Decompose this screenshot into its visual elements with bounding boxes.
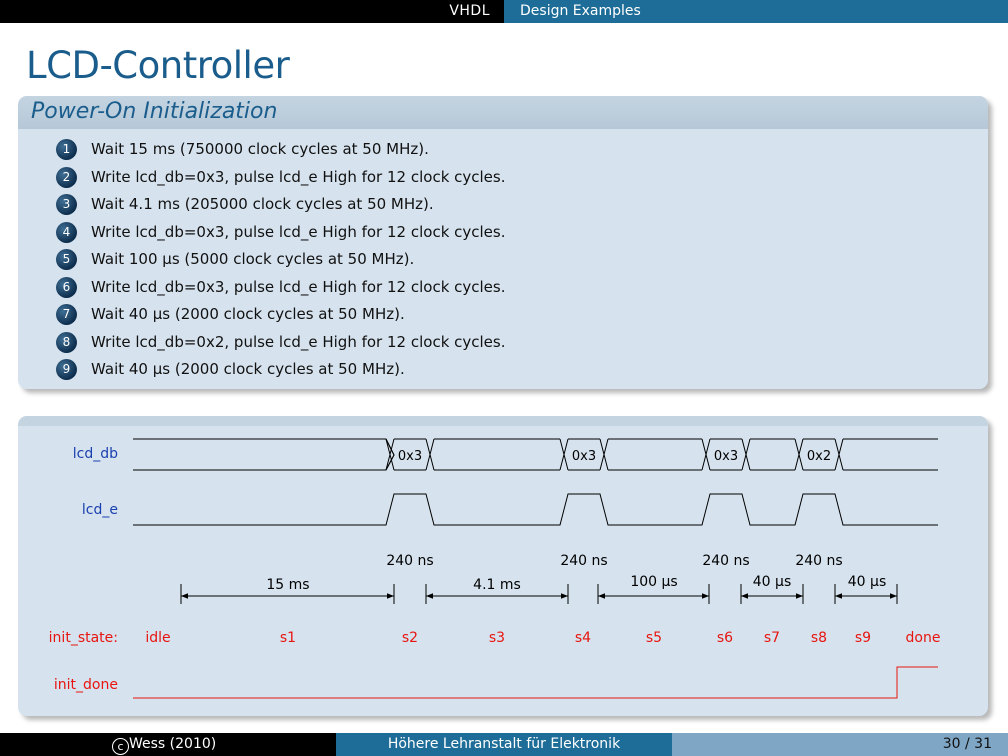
bus-cross-5 <box>702 439 710 470</box>
bus-segment-2 <box>434 439 560 470</box>
footer-page <box>672 733 1008 756</box>
state-label: s7 <box>763 630 781 646</box>
pulse-label-1: 240 ns <box>386 553 434 569</box>
footer-author-name: Wess (2010) <box>129 736 217 752</box>
db-value-2: 0x3 <box>571 449 597 464</box>
step-number-9: 9 <box>56 359 77 380</box>
wait-label-5: 40 μs <box>847 574 887 590</box>
state-label: s1 <box>279 630 297 646</box>
step-text: Wait 40 μs (2000 clock cycles at 50 MHz). <box>91 360 405 378</box>
bus-cross-1 <box>386 439 394 470</box>
pulse-label-3: 240 ns <box>702 553 750 569</box>
step-text: Wait 40 μs (2000 clock cycles at 50 MHz). <box>91 305 405 323</box>
pulse-label-2: 240 ns <box>560 553 608 569</box>
wait-label-3: 100 μs <box>630 574 678 590</box>
step-text: Write lcd_db=0x2, pulse lcd_e High for 12 clock cycles. <box>91 332 506 351</box>
state-label: s2 <box>401 630 419 646</box>
state-label: s9 <box>854 630 872 646</box>
signal-label-init-done: init_done <box>53 677 118 693</box>
nav-section-label: VHDL <box>449 3 490 19</box>
db-value-1: 0x3 <box>397 449 423 464</box>
step-number-7: 7 <box>56 304 77 325</box>
bus-top-edge <box>133 439 394 470</box>
footer-author-text <box>112 733 216 756</box>
bus-cross-6 <box>742 439 750 470</box>
signal-label-lcd-db: lcd_db <box>72 446 118 462</box>
step-text: Write lcd_db=0x3, pulse lcd_e High for 12 clock cycles. <box>91 167 506 186</box>
bus-cross-7 <box>795 439 803 470</box>
nav-subsection-label: Design Examples <box>520 3 641 19</box>
step-text: Wait 15 ms (750000 clock cycles at 50 MHz). <box>91 140 429 158</box>
step-text: Write lcd_db=0x3, pulse lcd_e High for 12 clock cycles. <box>91 222 506 241</box>
db-value-4: 0x2 <box>806 449 832 464</box>
bus-cross-3 <box>560 439 568 470</box>
init-block-title: Power-On Initialization <box>31 99 278 124</box>
step-number-5: 5 <box>56 249 77 270</box>
state-label: idle <box>145 630 171 646</box>
step-number-4: 4 <box>56 222 77 243</box>
step-number-2: 2 <box>56 167 77 188</box>
step-text: Wait 4.1 ms (205000 clock cycles at 50 MHz). <box>91 195 434 213</box>
bus-segment-4 <box>750 439 795 470</box>
page-title: LCD-Controller <box>26 44 290 87</box>
bus-segment-5 <box>843 439 938 470</box>
state-label: s6 <box>716 630 734 646</box>
step-number-1: 1 <box>56 139 77 160</box>
bus-cross-4 <box>600 439 608 470</box>
footer-bar <box>0 733 1008 756</box>
pulse-label-4: 240 ns <box>795 553 843 569</box>
state-label: s4 <box>574 630 592 646</box>
step-number-8: 8 <box>56 332 77 353</box>
wait-label-2: 4.1 ms <box>473 577 521 593</box>
db-value-3: 0x3 <box>713 449 739 464</box>
step-text: Write lcd_db=0x3, pulse lcd_e High for 12 clock cycles. <box>91 277 506 296</box>
bus-segment-3 <box>608 439 702 470</box>
lcd-e-waveform <box>133 494 938 525</box>
copyright-icon: c <box>112 738 129 755</box>
state-labels <box>145 630 940 646</box>
step-number-3: 3 <box>56 194 77 215</box>
bus-cross-2 <box>426 439 434 470</box>
wait-label-4: 40 μs <box>752 574 792 590</box>
state-label: s8 <box>810 630 828 646</box>
wait-label-1: 15 ms <box>266 577 310 593</box>
init-done-waveform <box>133 667 938 698</box>
step-text: Wait 100 μs (5000 clock cycles at 50 MHz). <box>91 250 415 268</box>
bus-cross-8 <box>835 439 843 470</box>
signal-label-init-state: init_state: <box>48 630 118 646</box>
footer-institution: Höhere Lehranstalt für Elektronik <box>336 733 672 756</box>
state-label: s5 <box>645 630 663 646</box>
page-number: 30 / 31 <box>942 736 992 752</box>
signal-label-lcd-e: lcd_e <box>81 502 118 518</box>
state-label: s3 <box>488 630 506 646</box>
step-number-6: 6 <box>56 277 77 298</box>
footer-author <box>0 733 336 756</box>
state-label: done <box>905 630 941 646</box>
